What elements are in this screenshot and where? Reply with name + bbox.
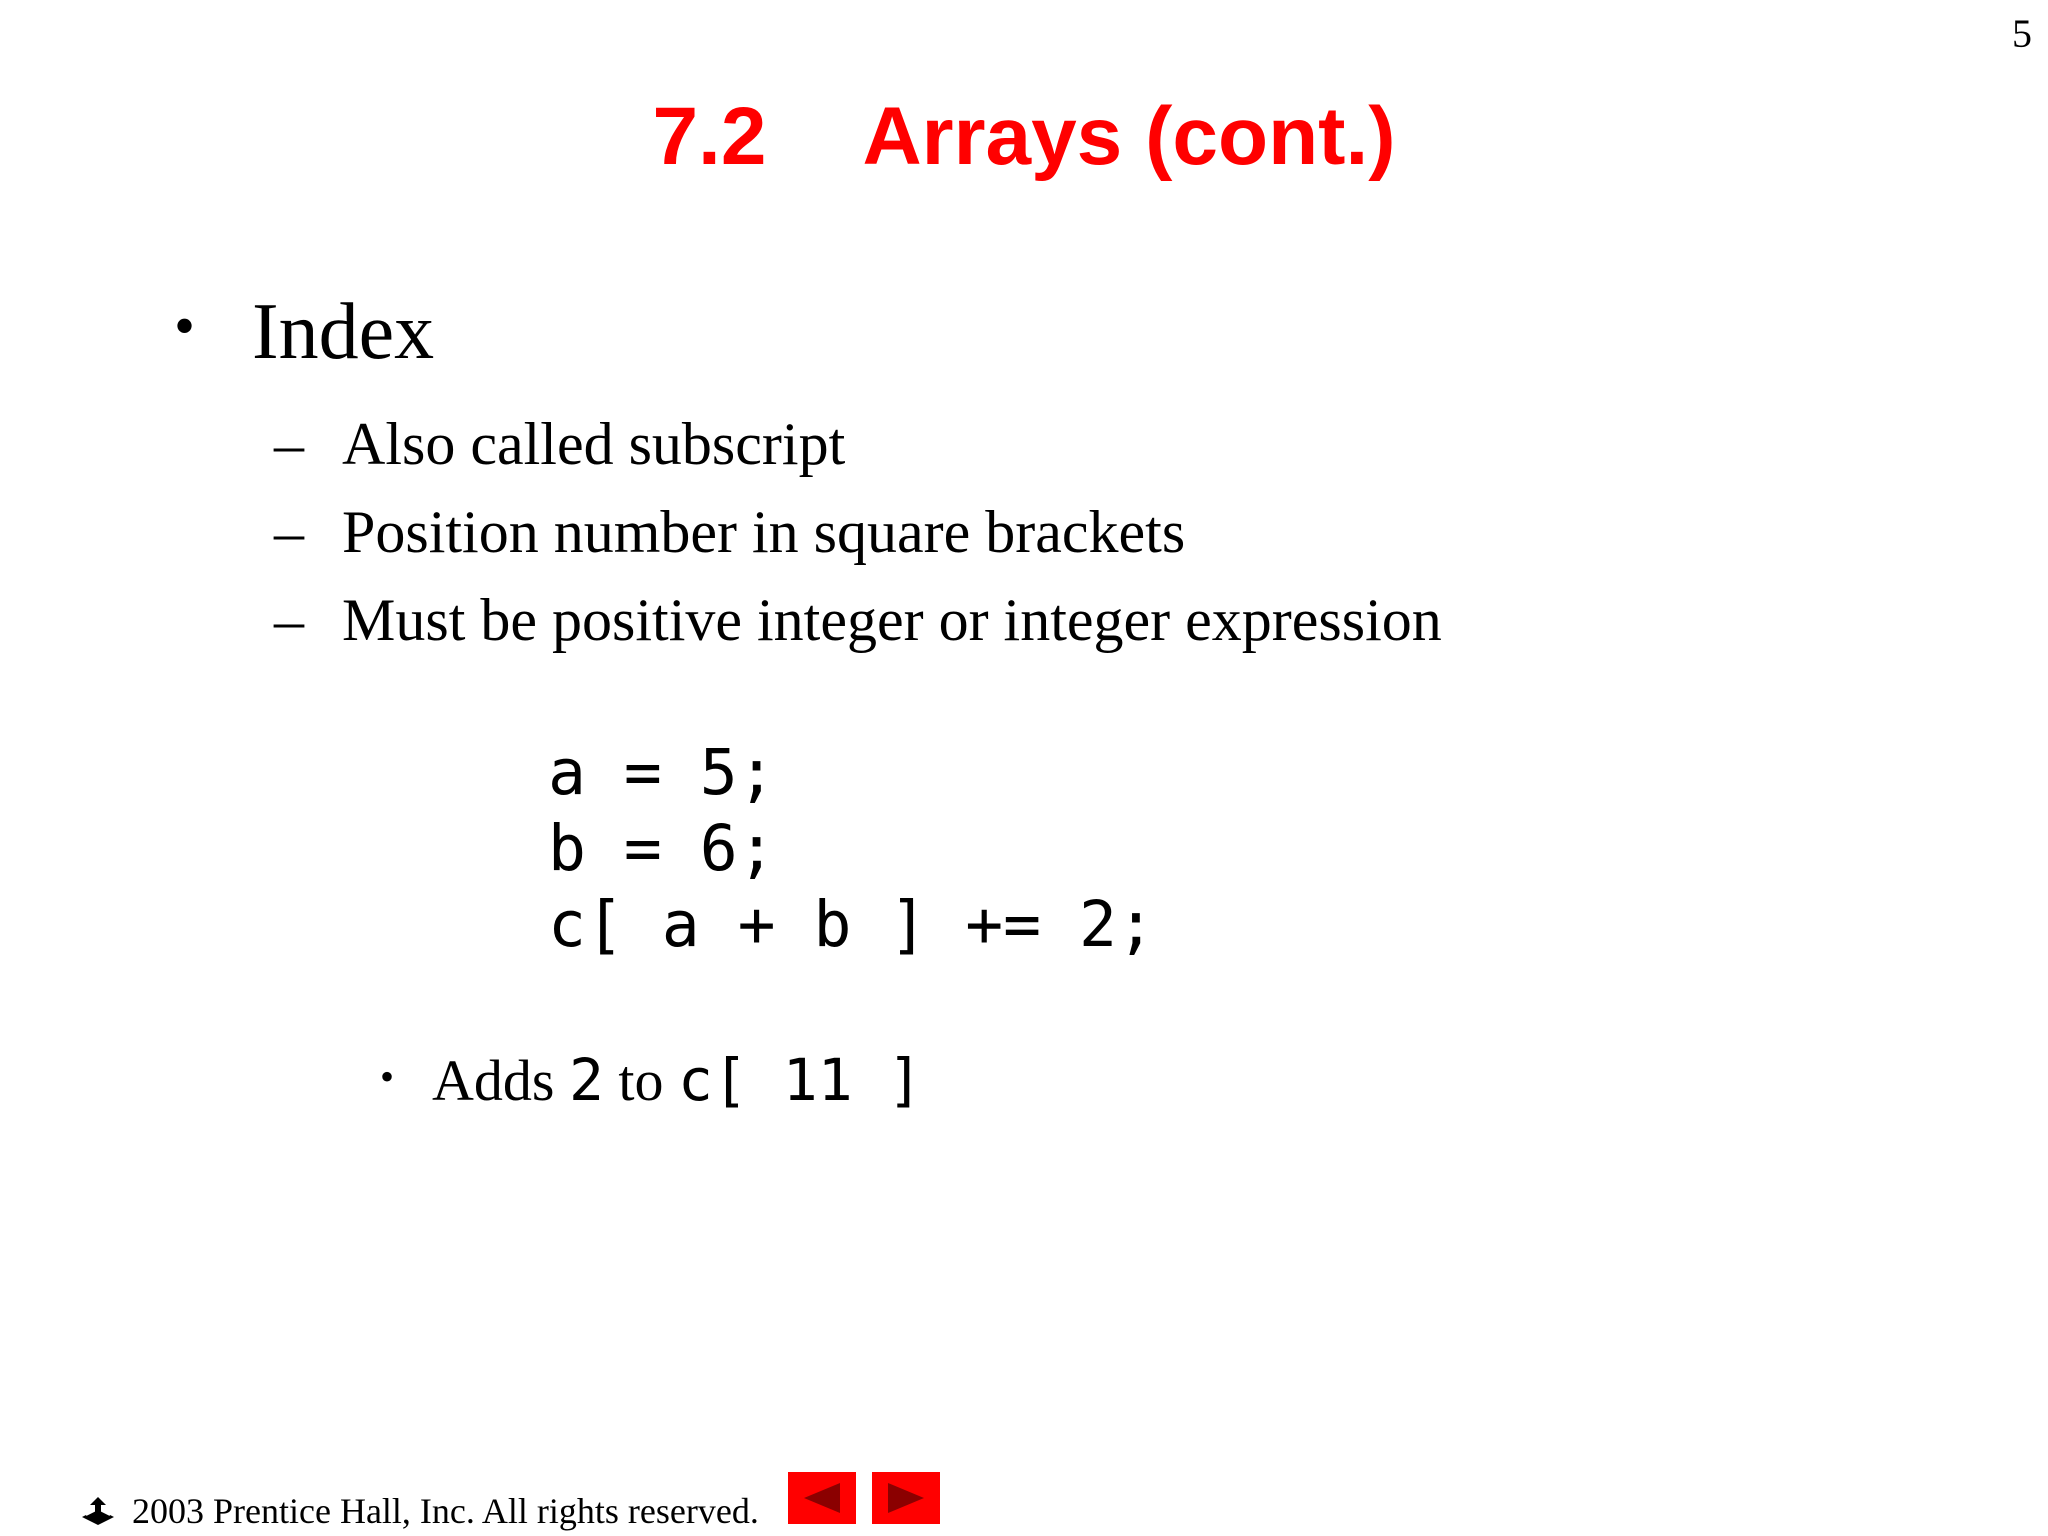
subitem-text: Also called subscript <box>342 411 846 477</box>
sub-bullet-text-2: to <box>603 1048 679 1113</box>
slide-navigation <box>788 1472 940 1524</box>
dash-icon: – <box>274 499 304 565</box>
title-text: Arrays (cont.) <box>862 91 1396 182</box>
title-section-number: 7.2 <box>652 91 767 182</box>
code-line: b = 6; <box>548 812 776 885</box>
dash-icon: – <box>274 411 304 477</box>
small-bullet-dot-icon: • <box>380 1054 395 1099</box>
prentice-hall-logo-icon <box>78 1495 118 1527</box>
subitem-text: Must be positive integer or integer expression <box>342 587 1442 653</box>
subitem <box>274 400 1442 488</box>
code-block <box>548 735 1155 963</box>
triangle-left-icon <box>800 1480 844 1516</box>
bullet-dot-icon: • <box>174 293 196 359</box>
code-line: c[ a + b ] += 2; <box>548 888 1155 961</box>
main-bullet-text: Index <box>252 288 435 376</box>
subitem <box>274 576 1442 664</box>
footer <box>78 1490 759 1532</box>
code-line: a = 5; <box>548 736 776 809</box>
slide-title <box>0 92 2048 182</box>
subitem-list <box>274 400 1442 664</box>
sub-bullet <box>380 1046 922 1114</box>
previous-slide-button[interactable] <box>788 1472 856 1524</box>
copyright-text: 2003 Prentice Hall, Inc. All rights reserved. <box>132 1491 759 1531</box>
dash-icon: – <box>274 587 304 653</box>
next-slide-button[interactable] <box>872 1472 940 1524</box>
subitem <box>274 488 1442 576</box>
sub-bullet-code-1: 2 <box>568 1046 604 1114</box>
subitem-text: Position number in square brackets <box>342 499 1186 565</box>
sub-bullet-text-1: Adds <box>432 1048 569 1113</box>
sub-bullet-code-2: c[ 11 ] <box>678 1046 923 1114</box>
slide-number: 5 <box>2012 11 2032 56</box>
main-bullet <box>174 288 435 376</box>
triangle-right-icon <box>884 1480 928 1516</box>
